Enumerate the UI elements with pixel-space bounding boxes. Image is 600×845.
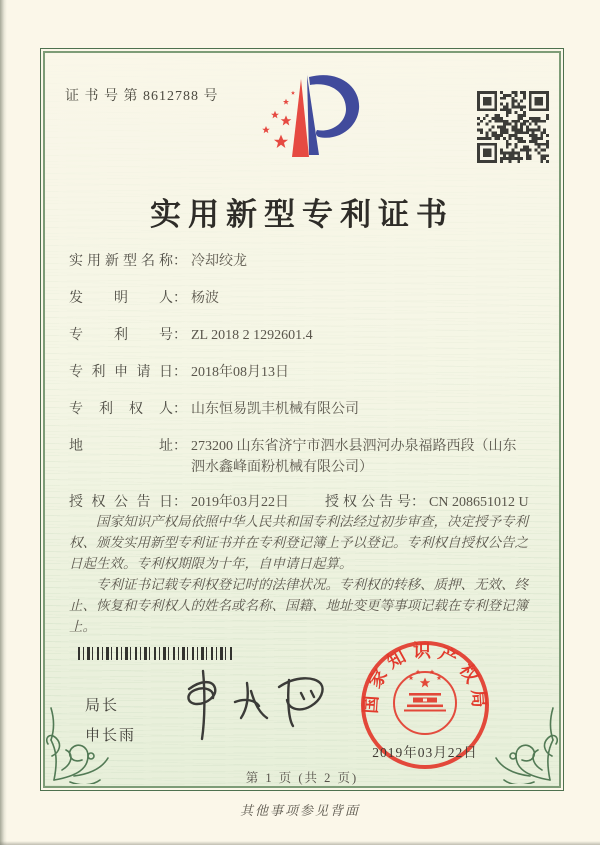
field-patent-number (69, 325, 547, 346)
field-colon: ： (173, 291, 187, 306)
corner-flourish-icon (46, 698, 132, 784)
legal-paragraph-1: 国家知识产权局依照中华人民共和国专利法经过初步审查，决定授予专利权、颁发实用新型专利证书并在专利登记簿上予以登记。专利权自授权公告之日起生效。专利权期限为十年，自申请日起算。 (69, 514, 528, 571)
page-number: 第 1 页 (共 2 页) (245, 771, 359, 785)
field-colon: ： (173, 495, 187, 510)
grant-row (69, 492, 547, 513)
field-label: 专利权人 (69, 402, 173, 417)
grant-date: 2019年03月22日 (191, 495, 289, 510)
field-colon: ： (173, 254, 187, 269)
scan-bottom-shadow (0, 841, 600, 845)
reverse-side-note: 其他事项参见背面 (239, 803, 360, 818)
signer-title: 局长 (85, 697, 120, 714)
field-inventor (69, 288, 547, 309)
svg-text:国家知识产权局 (360, 640, 489, 714)
field-label: 发明人 (69, 291, 173, 306)
certificate-number: 证 书 号 第 8612788 号 (65, 89, 219, 104)
seal-date: 2019年03月22日 (372, 745, 478, 760)
field-colon: ： (411, 495, 425, 510)
field-label: 授权公告日 (69, 495, 173, 510)
handwritten-signature-icon (159, 661, 339, 749)
field-value: 杨波 (191, 291, 219, 306)
spacer (289, 492, 325, 513)
field-utility-model-name (69, 251, 547, 272)
field-address (69, 436, 547, 478)
grant-number-group (325, 492, 529, 513)
field-label: 实用新型名称 (69, 254, 173, 269)
field-value: 2018年08月13日 (191, 365, 289, 380)
field-value: ZL 2018 2 1292601.4 (191, 328, 313, 343)
certificate-frame (40, 48, 564, 791)
barcode-icon (78, 647, 232, 660)
field-label: 专利申请日 (69, 365, 173, 380)
field-label: 授权公告号 (325, 495, 411, 510)
signer-name: 申长雨 (85, 727, 137, 744)
field-value: 山东恒易凯丰机械有限公司 (191, 402, 359, 417)
field-value: 冷却绞龙 (191, 254, 247, 269)
scan-edge-shadow (0, 0, 7, 845)
field-label: 专利号 (69, 328, 173, 343)
corner-flourish-icon (472, 698, 558, 784)
cnipa-patent-logo-icon (243, 65, 363, 177)
grant-date-group (69, 492, 289, 513)
seal-text: 国家知识产权局 (360, 641, 490, 715)
qr-code-icon (477, 91, 549, 163)
field-patentee (69, 399, 547, 420)
field-colon: ： (173, 328, 187, 343)
field-filing-date (69, 362, 547, 383)
field-value: 273200 山东省济宁市泗水县泗河办泉福路西段（山东泗水鑫峰面粉机械有限公司） (191, 439, 517, 475)
certificate-title: 实用新型专利证书 (150, 197, 454, 232)
field-colon: ： (173, 439, 187, 454)
field-colon: ： (173, 402, 187, 417)
field-label: 地址 (69, 439, 173, 454)
field-list (69, 251, 547, 513)
field-colon: ： (173, 365, 187, 380)
grant-number: CN 208651012 U (429, 495, 529, 510)
legal-text (69, 511, 539, 637)
legal-paragraph-2: 专利证书记载专利权登记时的法律状况。专利权的转移、质押、无效、终止、恢复和专利权人的姓名或名称、国籍、地址变更等事项记载在专利登记簿上。 (69, 577, 528, 634)
